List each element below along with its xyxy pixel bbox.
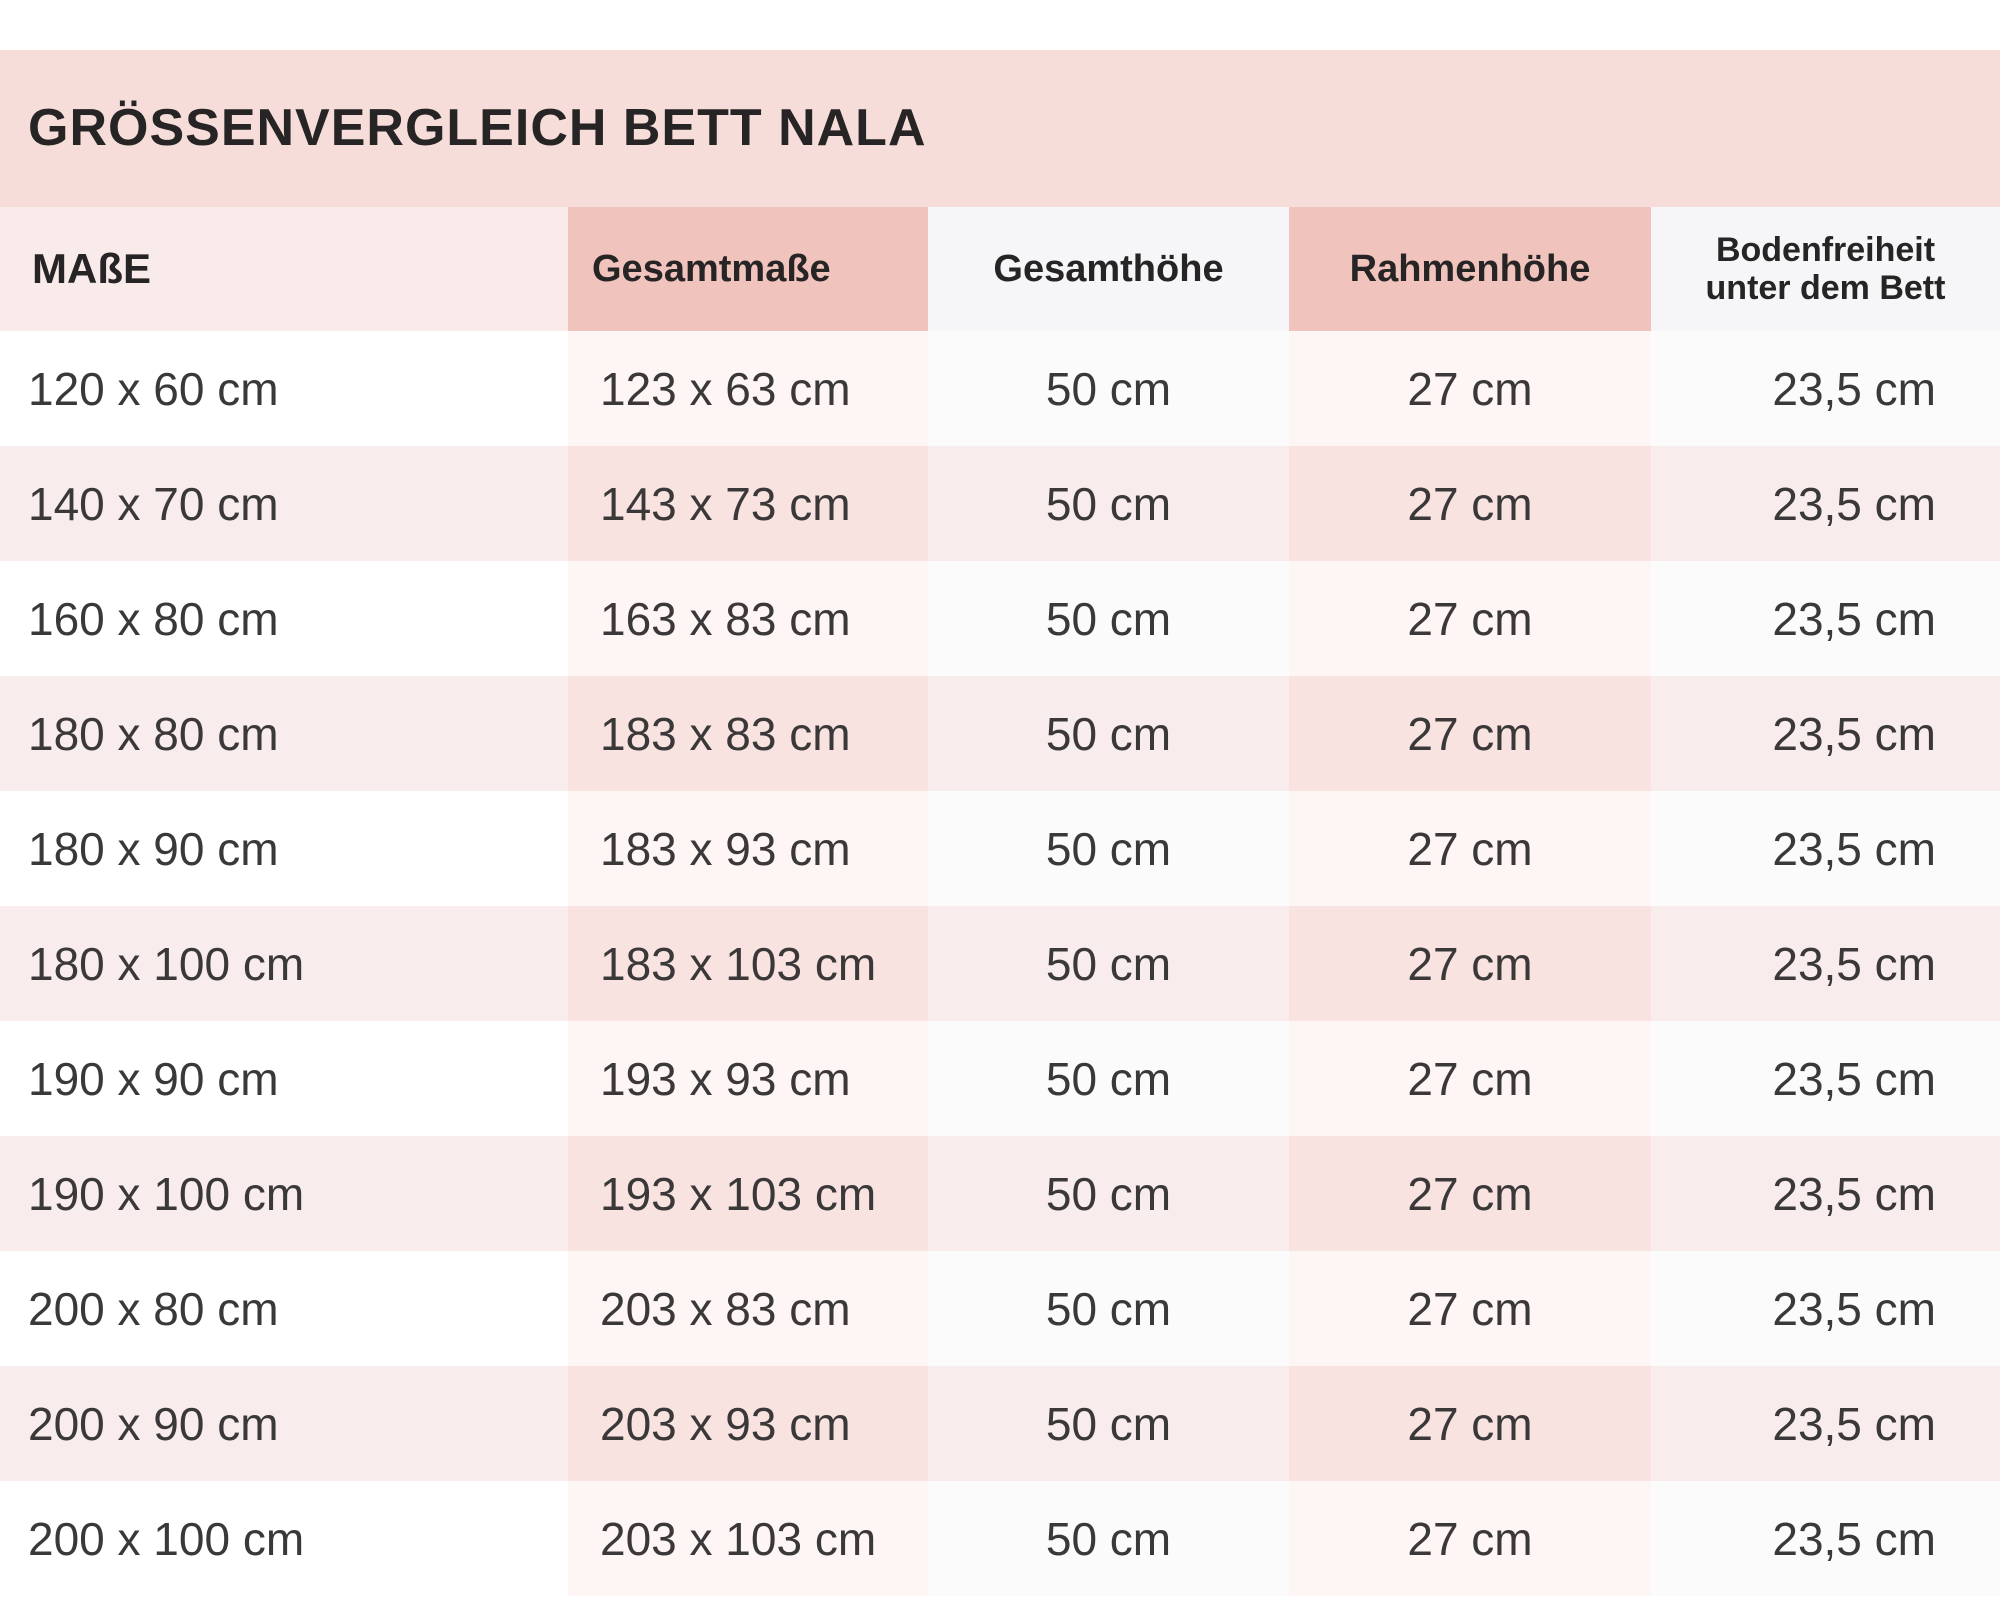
cell-masse: 180 x 80 cm [0,676,568,791]
cell-gesamthoehe: 50 cm [928,446,1289,561]
header-bodenfreiheit-line1: Bodenfreiheit [1715,231,1936,269]
header-bodenfreiheit [1651,207,2000,331]
cell-gesamtmasse: 183 x 103 cm [568,906,928,1021]
cell-gesamthoehe: 50 cm [928,1366,1289,1481]
cell-gesamtmasse: 203 x 93 cm [568,1366,928,1481]
table-row [0,791,2000,906]
cell-gesamthoehe: 50 cm [928,906,1289,1021]
cell-rahmenhoehe: 27 cm [1289,1136,1651,1251]
cell-rahmenhoehe: 27 cm [1289,906,1651,1021]
header-bodenfreiheit-line2: unter dem Bett [1705,269,1946,307]
cell-gesamthoehe: 50 cm [928,1021,1289,1136]
cell-bodenfreiheit: 23,5 cm [1651,1366,2000,1481]
header-rahmenhoehe: Rahmenhöhe [1289,207,1651,331]
cell-masse: 190 x 100 cm [0,1136,568,1251]
cell-masse: 140 x 70 cm [0,446,568,561]
header-gesamthoehe: Gesamthöhe [928,207,1289,331]
cell-gesamtmasse: 183 x 93 cm [568,791,928,906]
cell-bodenfreiheit: 23,5 cm [1651,1021,2000,1136]
cell-gesamthoehe: 50 cm [928,1481,1289,1596]
cell-bodenfreiheit: 23,5 cm [1651,446,2000,561]
table-row [0,676,2000,791]
cell-rahmenhoehe: 27 cm [1289,791,1651,906]
cell-rahmenhoehe: 27 cm [1289,1366,1651,1481]
cell-masse: 180 x 90 cm [0,791,568,906]
cell-gesamthoehe: 50 cm [928,331,1289,446]
cell-masse: 200 x 100 cm [0,1481,568,1596]
cell-gesamtmasse: 193 x 103 cm [568,1136,928,1251]
table-row [0,1366,2000,1481]
cell-rahmenhoehe: 27 cm [1289,1021,1651,1136]
cell-rahmenhoehe: 27 cm [1289,561,1651,676]
cell-bodenfreiheit: 23,5 cm [1651,1481,2000,1596]
cell-gesamthoehe: 50 cm [928,1136,1289,1251]
cell-masse: 120 x 60 cm [0,331,568,446]
cell-masse: 160 x 80 cm [0,561,568,676]
table-row [0,331,2000,446]
cell-bodenfreiheit: 23,5 cm [1651,791,2000,906]
header-masse: MAßE [0,207,568,331]
cell-bodenfreiheit: 23,5 cm [1651,906,2000,1021]
table-row [0,1251,2000,1366]
table-row [0,446,2000,561]
cell-gesamthoehe: 50 cm [928,561,1289,676]
table-row [0,1481,2000,1596]
table-row [0,1136,2000,1251]
header-gesamtmasse: Gesamtmaße [568,207,928,331]
cell-gesamtmasse: 203 x 103 cm [568,1481,928,1596]
cell-gesamtmasse: 163 x 83 cm [568,561,928,676]
cell-bodenfreiheit: 23,5 cm [1651,1251,2000,1366]
table-row [0,906,2000,1021]
cell-gesamtmasse: 193 x 93 cm [568,1021,928,1136]
table-body [0,331,2000,1596]
cell-bodenfreiheit: 23,5 cm [1651,1136,2000,1251]
cell-gesamtmasse: 123 x 63 cm [568,331,928,446]
cell-gesamtmasse: 143 x 73 cm [568,446,928,561]
cell-rahmenhoehe: 27 cm [1289,331,1651,446]
cell-gesamthoehe: 50 cm [928,1251,1289,1366]
size-comparison-table [0,207,2000,1596]
table-header-row [0,207,2000,331]
cell-gesamthoehe: 50 cm [928,676,1289,791]
cell-bodenfreiheit: 23,5 cm [1651,561,2000,676]
cell-masse: 200 x 90 cm [0,1366,568,1481]
cell-masse: 190 x 90 cm [0,1021,568,1136]
cell-gesamtmasse: 203 x 83 cm [568,1251,928,1366]
cell-bodenfreiheit: 23,5 cm [1651,331,2000,446]
cell-masse: 180 x 100 cm [0,906,568,1021]
page-title: GRÖSSENVERGLEICH BETT NALA [28,99,927,157]
cell-bodenfreiheit: 23,5 cm [1651,676,2000,791]
cell-gesamthoehe: 50 cm [928,791,1289,906]
table-row [0,561,2000,676]
cell-rahmenhoehe: 27 cm [1289,676,1651,791]
cell-rahmenhoehe: 27 cm [1289,1481,1651,1596]
cell-masse: 200 x 80 cm [0,1251,568,1366]
table-row [0,1021,2000,1136]
cell-gesamtmasse: 183 x 83 cm [568,676,928,791]
cell-rahmenhoehe: 27 cm [1289,1251,1651,1366]
cell-rahmenhoehe: 27 cm [1289,446,1651,561]
